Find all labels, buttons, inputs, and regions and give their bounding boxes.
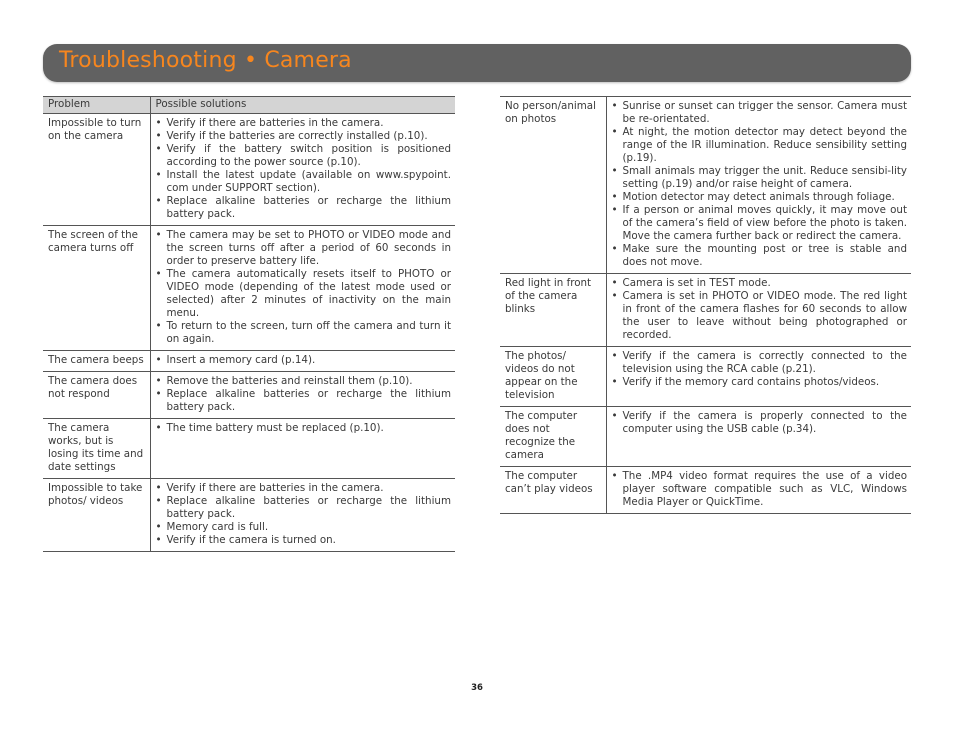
solution-item [156, 521, 452, 534]
bullet-icon: • [611, 277, 618, 289]
solution-text: Replace alkaline batteries or recharge the lithium battery pack. [166, 195, 451, 220]
bullet-icon: • [611, 100, 618, 112]
solution-text: Motion detector may detect animals through foliage. [622, 191, 895, 203]
bullet-icon: • [611, 204, 618, 216]
solution-text: To return to the screen, turn off the camera and turn it on again. [166, 320, 451, 345]
solution-item [612, 277, 908, 290]
solution-text: Sunrise or sunset can trigger the sensor. Camera must be re-orientated. [622, 100, 907, 125]
solution-item [156, 117, 452, 130]
problem-cell: The screen of the camera turns off [43, 226, 150, 351]
table-row [500, 347, 911, 407]
solutions-list [156, 422, 452, 435]
solutions-cell [606, 347, 911, 407]
solution-text: Memory card is full. [166, 521, 269, 533]
solutions-cell [150, 419, 455, 479]
bullet-icon: • [611, 410, 618, 422]
solution-text: Install the latest update (available on www.spypoint. com under SUPPORT section). [166, 169, 451, 194]
solution-text: If a person or animal moves quickly, it may move out of the camera’s field of view before the photo is taken. Move the camera further back or redirect the camera. [622, 204, 907, 242]
solution-text: Make sure the mounting post or tree is stable and does not move. [622, 243, 907, 268]
bullet-icon: • [155, 534, 162, 546]
solution-item [612, 191, 908, 204]
solutions-list [612, 470, 908, 509]
solution-item [612, 410, 908, 436]
bullet-icon: • [155, 195, 162, 207]
solution-text: The camera automatically resets itself to PHOTO or VIDEO mode (depending of the latest mode used or selected) after 2 minutes of inactivity on the main menu. [166, 268, 451, 319]
solution-text: At night, the motion detector may detect beyond the range of the IR illumination. Reduce sensibility setting (p.19). [622, 126, 907, 164]
solution-text: Verify if the camera is correctly connected to the television using the RCA cable (p.21). [622, 350, 907, 375]
solutions-cell [150, 479, 455, 552]
page-number: 36 [471, 683, 483, 693]
solutions-cell [606, 97, 911, 274]
bullet-icon: • [155, 521, 162, 533]
solutions-list [612, 350, 908, 389]
solution-text: Remove the batteries and reinstall them (p.10). [166, 375, 413, 387]
bullet-icon: • [611, 376, 618, 388]
table-row [500, 274, 911, 347]
table-row [500, 467, 911, 514]
bullet-icon: • [155, 229, 162, 241]
solution-text: Replace alkaline batteries or recharge the lithium battery pack. [166, 495, 451, 520]
bullet-icon: • [611, 290, 618, 302]
solution-text: Verify if there are batteries in the camera. [166, 482, 384, 494]
solution-item [612, 376, 908, 389]
bullet-icon: • [155, 268, 162, 280]
table-row [500, 97, 911, 274]
solutions-list [156, 229, 452, 346]
bullet-icon: • [155, 375, 162, 387]
solution-item [612, 126, 908, 165]
solutions-cell [150, 226, 455, 351]
bullet-icon: • [155, 320, 162, 332]
bullet-icon: • [611, 191, 618, 203]
solution-item [156, 422, 452, 435]
solutions-list [156, 117, 452, 221]
table-row [43, 419, 455, 479]
solution-item [612, 100, 908, 126]
solutions-list [612, 100, 908, 269]
problem-cell: Impossible to take photos/ videos [43, 479, 150, 552]
solution-text: Insert a memory card (p.14). [166, 354, 316, 366]
title-bar [43, 44, 911, 82]
problem-cell: No person/animal on photos [500, 97, 606, 274]
table-row [43, 372, 455, 419]
bullet-icon: • [155, 169, 162, 181]
solution-text: Verify if there are batteries in the camera. [166, 117, 384, 129]
problem-cell: The camera beeps [43, 351, 150, 372]
solution-item [156, 143, 452, 169]
table-row [43, 226, 455, 351]
solution-text: Verify if the camera is turned on. [166, 534, 336, 546]
solution-item [612, 290, 908, 342]
solution-item [156, 169, 452, 195]
solutions-cell [606, 407, 911, 467]
solution-text: Replace alkaline batteries or recharge the lithium battery pack. [166, 388, 451, 413]
solution-text: Verify if the battery switch position is positioned according to the power source (p.10). [166, 143, 451, 168]
bullet-icon: • [155, 117, 162, 129]
solutions-list [156, 482, 452, 547]
problem-cell: The camera works, but is losing its time and date settings [43, 419, 150, 479]
bullet-icon: • [611, 126, 618, 138]
bullet-icon: • [155, 388, 162, 400]
solution-item [612, 470, 908, 509]
bullet-icon: • [155, 143, 162, 155]
table-header-row [43, 97, 455, 114]
table-row [43, 351, 455, 372]
solution-item [156, 482, 452, 495]
solution-text: Verify if the camera is properly connected to the computer using the USB cable (p.34). [622, 410, 907, 435]
solution-text: The time battery must be replaced (p.10). [166, 422, 384, 434]
solution-item [612, 350, 908, 376]
problem-cell: Red light in front of the camera blinks [500, 274, 606, 347]
solution-item [156, 195, 452, 221]
problem-cell: The computer does not recognize the camera [500, 407, 606, 467]
solution-item [156, 320, 452, 346]
problem-cell: Impossible to turn on the camera [43, 114, 150, 226]
bullet-icon: • [155, 130, 162, 142]
solution-item [156, 375, 452, 388]
solution-item [612, 204, 908, 243]
table-row [43, 479, 455, 552]
solutions-cell [150, 114, 455, 226]
bullet-icon: • [155, 422, 162, 434]
solutions-cell [150, 372, 455, 419]
problem-cell: The photos/ videos do not appear on the television [500, 347, 606, 407]
bullet-icon: • [155, 482, 162, 494]
solutions-list [612, 277, 908, 342]
bullet-icon: • [611, 470, 618, 482]
solution-text: Verify if the memory card contains photos/videos. [622, 376, 880, 388]
solution-item [156, 229, 452, 268]
troubleshooting-table-left [43, 96, 455, 552]
table-row [500, 407, 911, 467]
solution-item [156, 354, 452, 367]
bullet-icon: • [155, 495, 162, 507]
solution-text: The camera may be set to PHOTO or VIDEO mode and the screen turns off after a period of 60 seconds in order to preserve battery life. [166, 229, 451, 267]
solution-item [156, 130, 452, 143]
solution-item [156, 534, 452, 547]
problem-cell: The computer can’t play videos [500, 467, 606, 514]
solution-text: The .MP4 video format requires the use of a video player software compatible such as VLC, Windows Media Player or QuickTime. [622, 470, 907, 508]
solutions-cell [606, 467, 911, 514]
solution-text: Camera is set in PHOTO or VIDEO mode. The red light in front of the camera flashes for 60 seconds to allow the user to leave without being photographed or recorded. [622, 290, 907, 341]
bullet-icon: • [611, 165, 618, 177]
bullet-icon: • [611, 243, 618, 255]
solutions-list [156, 354, 452, 367]
problem-cell: The camera does not respond [43, 372, 150, 419]
solution-item [156, 268, 452, 320]
solutions-list [612, 410, 908, 436]
solution-item [156, 388, 452, 414]
solutions-list [156, 375, 452, 414]
troubleshooting-table-right [500, 96, 911, 514]
solution-item [156, 495, 452, 521]
solutions-cell [150, 351, 455, 372]
solution-text: Verify if the batteries are correctly installed (p.10). [166, 130, 428, 142]
solution-item [612, 165, 908, 191]
solution-item [612, 243, 908, 269]
table-row [43, 114, 455, 226]
solution-text: Camera is set in TEST mode. [622, 277, 771, 289]
solutions-cell [606, 274, 911, 347]
column-header-problem: Problem [43, 97, 150, 114]
page-title: Troubleshooting • Camera [59, 48, 352, 73]
bullet-icon: • [611, 350, 618, 362]
bullet-icon: • [155, 354, 162, 366]
column-header-solutions: Possible solutions [150, 97, 455, 114]
solution-text: Small animals may trigger the unit. Reduce sensibi-lity setting (p.19) and/or raise height of camera. [622, 165, 907, 190]
